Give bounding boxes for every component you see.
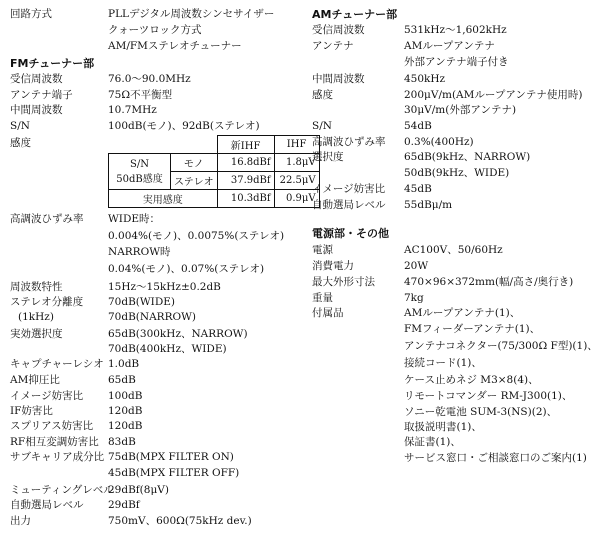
- fm-label-rf-im: RF相互変調妨害比: [10, 436, 99, 448]
- am-heading: AMチューナー部: [312, 8, 398, 21]
- fm-label-spurious: スプリアス妨害比: [10, 420, 94, 432]
- table-col-new-ihf: 新IHF: [217, 136, 274, 154]
- fm-value-rf-im: 83dB: [108, 436, 136, 448]
- fm-value-selectivity-1: 65dB(300kHz、NARROW): [108, 328, 248, 340]
- fm-value-freq: 76.0〜90.0MHz: [108, 73, 191, 85]
- accessory-item-5: ケース止めネジ M3×8(4)、: [404, 374, 539, 386]
- table-cell: 0.9μV: [274, 190, 319, 208]
- am-value-auto-tune: 55dBμ/m: [404, 199, 453, 211]
- fm-value-thd-2: 0.004%(モノ)、0.0075%(ステレオ): [108, 230, 285, 242]
- power-label-consumption: 消費電力: [312, 260, 354, 272]
- table-cell: 1.8μV: [274, 154, 319, 172]
- fm-label-if: 中間周波数: [10, 104, 63, 116]
- fm-label-subcarrier: サブキャリア成分比: [10, 451, 105, 463]
- am-value-selectivity-1: 65dB(9kHz、NARROW): [404, 151, 531, 163]
- am-value-sensitivity-1: 200μV/m(AMループアンテナ使用時): [404, 89, 583, 101]
- power-heading: 電源部・その他: [312, 227, 389, 240]
- am-label-selectivity: 選択度: [312, 151, 344, 163]
- fm-value-capture: 1.0dB: [108, 358, 140, 370]
- fm-value-antenna: 75Ω不平衡型: [108, 89, 173, 101]
- accessory-item-7: ソニー乾電池 SUM-3(NS)(2)、: [404, 406, 558, 418]
- fm-label-antenna: アンテナ端子: [10, 89, 73, 101]
- table-group-label-2: 50dB感度: [116, 173, 163, 185]
- fm-label-sensitivity: 感度: [10, 137, 31, 149]
- fm-value-selectivity-2: 70dB(400kHz、WIDE): [108, 343, 227, 355]
- fm-value-subcarrier-2: 45dB(MPX FILTER OFF): [108, 467, 240, 479]
- fm-label-freqresp: 周波数特性: [10, 281, 63, 293]
- am-value-antenna-2: 外部アンテナ端子付き: [404, 56, 509, 68]
- am-value-if: 450kHz: [404, 73, 446, 85]
- am-label-image: イメージ妨害比: [312, 183, 386, 195]
- circuit-label: 回路方式: [10, 8, 52, 20]
- table-group-label-1: S/N: [130, 158, 149, 170]
- am-label-thd: 高調波ひずみ率: [312, 136, 386, 148]
- fm-label-selectivity: 実効選択度: [10, 328, 63, 340]
- fm-value-muting: 29dBf(8μV): [108, 484, 169, 496]
- fm-label-if-rejection: IF妨害比: [10, 405, 53, 417]
- circuit-value-3: AM/FMステレオチューナー: [108, 40, 242, 52]
- table-row-name: 実用感度: [109, 190, 218, 208]
- fm-value-image: 100dB: [108, 390, 143, 402]
- am-label-freq: 受信周波数: [312, 24, 365, 36]
- accessory-item-9: 保証書(1)、: [404, 436, 461, 448]
- am-value-image: 45dB: [404, 183, 432, 195]
- fm-label-capture: キャプチャーレシオ: [10, 358, 104, 370]
- power-value-weight: 7kg: [404, 292, 424, 304]
- am-value-thd: 0.3%(400Hz): [404, 136, 474, 148]
- power-label-source: 電源: [312, 244, 333, 256]
- fm-label-freq: 受信周波数: [10, 73, 63, 85]
- sensitivity-table: [108, 135, 320, 208]
- circuit-value-1: PLLデジタル周波数シンセサイザー: [108, 8, 275, 20]
- am-label-sn: S/N: [312, 120, 332, 132]
- fm-label-output: 出力: [10, 515, 31, 527]
- power-label-dimensions: 最大外形寸法: [312, 276, 375, 288]
- table-cell: 10.3dBf: [217, 190, 274, 208]
- fm-label-image: イメージ妨害比: [10, 390, 84, 402]
- table-row-name: モノ: [171, 154, 218, 172]
- fm-label-auto-tune: 自動選局レベル: [10, 499, 84, 511]
- fm-value-thd-1: WIDE時：: [108, 213, 161, 225]
- fm-label-am-suppression: AM抑圧比: [10, 374, 60, 386]
- fm-value-spurious: 120dB: [108, 420, 143, 432]
- fm-value-if-rejection: 120dB: [108, 405, 143, 417]
- accessory-item-10: サービス窓口・ご相談窓口のご案内(1): [404, 452, 587, 464]
- circuit-value-2: クォーツロック方式: [108, 24, 202, 36]
- fm-label-sn: S/N: [10, 120, 30, 132]
- am-value-sensitivity-2: 30μV/m(外部アンテナ): [404, 104, 517, 116]
- power-value-source: AC100V、50/60Hz: [404, 244, 503, 256]
- fm-value-thd-4: 0.04%(モノ)、0.07%(ステレオ): [108, 263, 265, 275]
- am-value-antenna-1: AMループアンテナ: [404, 40, 495, 52]
- power-value-consumption: 20W: [404, 260, 429, 272]
- table-cell: 37.9dBf: [217, 172, 274, 190]
- am-value-freq: 531kHz〜1,602kHz: [404, 24, 507, 36]
- fm-value-auto-tune: 29dBf: [108, 499, 140, 511]
- fm-value-thd-3: NARROW時: [108, 246, 171, 258]
- fm-label-separation: ステレオ分離度: [10, 296, 84, 308]
- fm-label-muting: ミューティングレベル: [10, 484, 114, 496]
- fm-value-separation-narrow: 70dB(NARROW): [108, 311, 196, 323]
- fm-value-output: 750mV、600Ω(75kHz dev.): [108, 515, 252, 527]
- table-group-label: [109, 154, 171, 190]
- power-label-accessories: 付属品: [312, 307, 344, 319]
- fm-label-separation-freq: (1kHz): [18, 311, 54, 323]
- table-row-name: ステレオ: [171, 172, 218, 190]
- am-label-auto-tune: 自動選局レベル: [312, 199, 386, 211]
- am-label-antenna: アンテナ: [312, 40, 354, 52]
- table-cell: 22.5μV: [274, 172, 319, 190]
- power-value-dimensions: 470×96×372mm(幅/高さ/奥行き): [404, 276, 574, 288]
- table-cell: 16.8dBf: [217, 154, 274, 172]
- am-label-sensitivity: 感度: [312, 89, 333, 101]
- am-value-selectivity-2: 50dB(9kHz、WIDE): [404, 167, 510, 179]
- am-label-if: 中間周波数: [312, 73, 365, 85]
- accessory-item-8: 取扱説明書(1)、: [404, 421, 482, 433]
- fm-value-subcarrier-1: 75dB(MPX FILTER ON): [108, 451, 234, 463]
- accessory-item-3: アンテナコネクター(75/300Ω F型)(1)、: [404, 340, 598, 352]
- accessory-item-4: 接続コード(1)、: [404, 357, 482, 369]
- accessory-item-2: FMフィーダーアンテナ(1)、: [404, 323, 541, 335]
- am-value-sn: 54dB: [404, 120, 432, 132]
- fm-value-am-suppression: 65dB: [108, 374, 136, 386]
- fm-value-sn: 100dB(モノ)、92dB(ステレオ): [108, 120, 260, 132]
- power-label-weight: 重量: [312, 292, 333, 304]
- fm-value-if: 10.7MHz: [108, 104, 157, 116]
- accessory-item-1: AMループアンテナ(1)、: [404, 307, 521, 319]
- fm-value-freqresp: 15Hz〜15kHz±0.2dB: [108, 281, 221, 293]
- fm-heading: FMチューナー部: [10, 57, 95, 70]
- fm-label-thd: 高調波ひずみ率: [10, 213, 84, 225]
- table-col-ihf: IHF: [274, 136, 319, 154]
- fm-value-separation: 70dB(WIDE): [108, 296, 176, 308]
- accessory-item-6: リモートコマンダー RM-J300(1)、: [404, 390, 573, 402]
